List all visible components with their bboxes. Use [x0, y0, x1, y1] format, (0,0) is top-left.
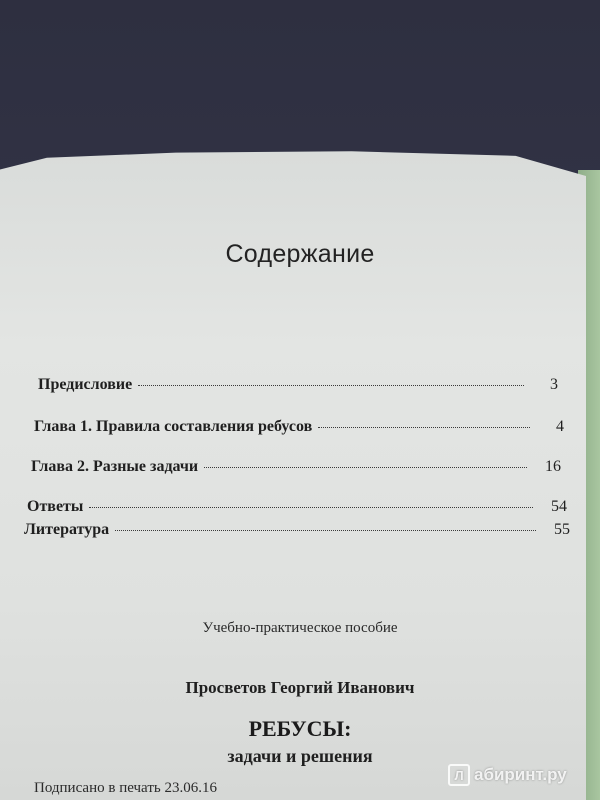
toc-entry-label: Глава 1. Правила составления ребусов [34, 418, 313, 435]
labirint-watermark [448, 764, 567, 786]
toc-entry-label: Ответы [27, 498, 84, 515]
watermark-text: абиринт.ру [474, 765, 567, 784]
dot-leader [115, 530, 536, 531]
dot-leader [138, 385, 524, 386]
toc-entry-page: 16 [545, 458, 561, 475]
author-name: Просветов Георгий Иванович [185, 678, 415, 697]
toc-entry-label: Глава 2. Разные задачи [31, 458, 199, 475]
contents-heading: Содержание [225, 240, 375, 268]
dot-leader [318, 427, 530, 428]
toc-entry [31, 458, 561, 476]
toc-entry-page: 4 [556, 418, 564, 435]
print-signed-line: Подписано в печать 23.06.16 [34, 780, 217, 796]
toc-entry [34, 418, 564, 436]
labirint-logo-icon: Л [448, 764, 470, 786]
publication-type: Учебно-практическое пособие [202, 620, 398, 636]
toc-entry-page: 55 [554, 521, 570, 538]
toc-entry [27, 498, 567, 516]
book-subtitle: задачи и решения [227, 746, 373, 766]
toc-entry-label: Предисловие [38, 376, 133, 393]
dot-leader [89, 507, 533, 508]
toc-entry [24, 521, 570, 539]
toc-entry-label: Литература [24, 521, 110, 538]
toc-entry [38, 376, 558, 394]
toc-entry-page: 54 [551, 498, 567, 515]
toc-entry-page: 3 [550, 376, 558, 393]
dot-leader [204, 467, 527, 468]
book-title: РЕБУСЫ: [248, 716, 352, 741]
